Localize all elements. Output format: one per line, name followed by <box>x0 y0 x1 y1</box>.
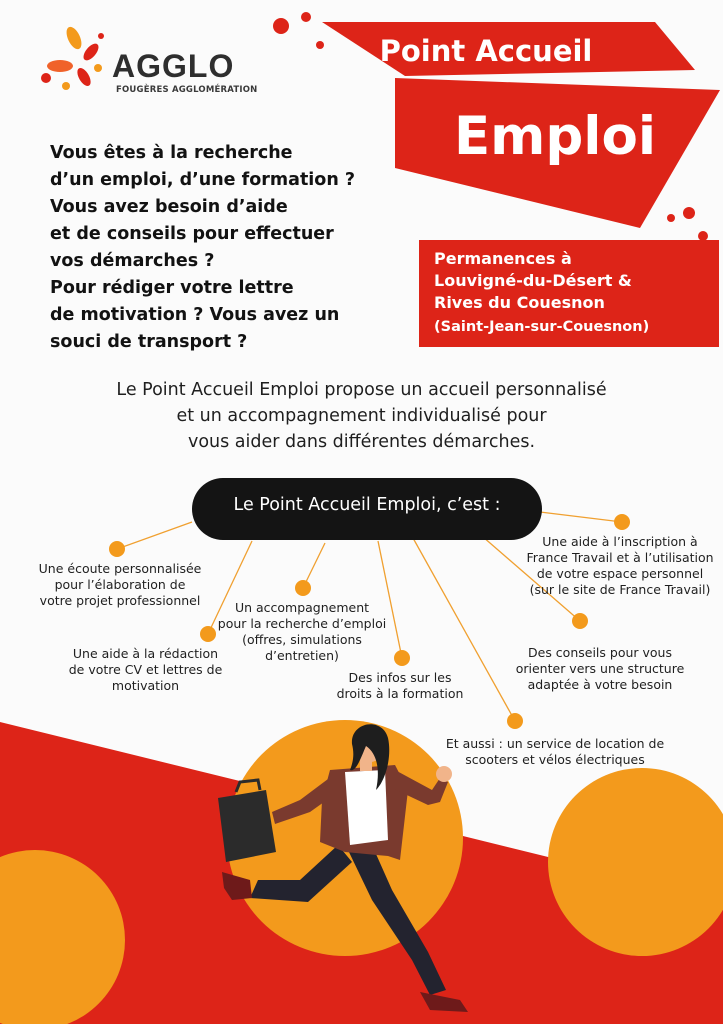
question-line: Pour rédiger votre lettre <box>50 278 294 298</box>
service-item-droits <box>330 670 470 702</box>
service-item-line: votre projet professionnel <box>39 593 201 608</box>
service-item-redaction <box>58 646 233 694</box>
service-item-line: de votre CV et lettres de <box>68 662 223 677</box>
service-item-accompagnement <box>212 600 392 664</box>
title-emploi: Emploi <box>453 106 657 167</box>
permanences-line: (Saint-Jean-sur-Couesnon) <box>434 319 650 335</box>
question-line: de motivation ? Vous avez un <box>50 305 340 325</box>
title-point-accueil: Point Accueil <box>379 34 593 68</box>
service-item-line: Une aide à la rédaction <box>72 646 219 661</box>
question-line: et de conseils pour effectuer <box>50 224 334 244</box>
service-item-line: Une aide à l’inscription à <box>542 534 698 549</box>
red-dot <box>301 12 311 22</box>
intro-line: vous aider dans différentes démarches. <box>187 432 536 452</box>
service-item-location <box>440 736 670 768</box>
red-dot <box>667 214 675 222</box>
permanences-line: Rives du Couesnon <box>434 293 605 312</box>
service-item-line: Un accompagnement <box>234 600 370 615</box>
service-item-line: Des conseils pour vous <box>528 645 672 660</box>
service-item-line: scooters et vélos électriques <box>465 752 645 767</box>
service-item-line: (offres, simulations <box>242 632 362 647</box>
service-item-line: droits à la formation <box>336 686 464 701</box>
services-pill-label: Le Point Accueil Emploi, c’est : <box>233 495 501 515</box>
service-item-ecoute <box>20 561 220 609</box>
question-line: Vous avez besoin d’aide <box>50 197 288 217</box>
service-item-line: adaptée à votre besoin <box>527 677 673 692</box>
service-item-line: d’entretien) <box>265 648 339 663</box>
agglo-logo-text: AGGLO <box>112 48 235 84</box>
service-item-line: motivation <box>111 678 180 693</box>
red-dot <box>273 18 289 34</box>
intro-line: et un accompagnement individualisé pour <box>176 406 547 426</box>
service-item-line: France Travail et à l’utilisation <box>526 550 714 565</box>
service-item-inscription <box>520 534 720 598</box>
service-item-line: pour l’élaboration de <box>54 577 186 592</box>
service-item-line: Une écoute personnalisée <box>38 561 202 576</box>
service-item-line: de votre espace personnel <box>536 566 704 581</box>
question-line: Vous êtes à la recherche <box>50 143 293 163</box>
service-item-line: (sur le site de France Travail) <box>529 582 711 597</box>
question-line: vos démarches ? <box>50 251 215 271</box>
service-item-conseils <box>510 645 690 693</box>
intro-line: Le Point Accueil Emploi propose un accueil personnalisé <box>116 380 607 400</box>
agglo-logo-icon <box>41 25 104 90</box>
question-line: d’un emploi, d’une formation ? <box>50 170 356 190</box>
question-line: souci de transport ? <box>50 332 248 352</box>
service-item-line: orienter vers une structure <box>515 661 685 676</box>
service-item-line: pour la recherche d’emploi <box>217 616 387 631</box>
service-item-line: Des infos sur les <box>348 670 452 685</box>
permanences-line: Permanences à <box>434 249 572 268</box>
permanences-line: Louvigné-du-Désert & <box>434 271 632 290</box>
red-dot <box>316 41 324 49</box>
red-dot <box>683 207 695 219</box>
service-item-line: Et aussi : un service de location de <box>445 736 665 751</box>
agglo-logo-subtitle: FOUGÈRES AGGLOMÉRATION <box>116 85 258 95</box>
